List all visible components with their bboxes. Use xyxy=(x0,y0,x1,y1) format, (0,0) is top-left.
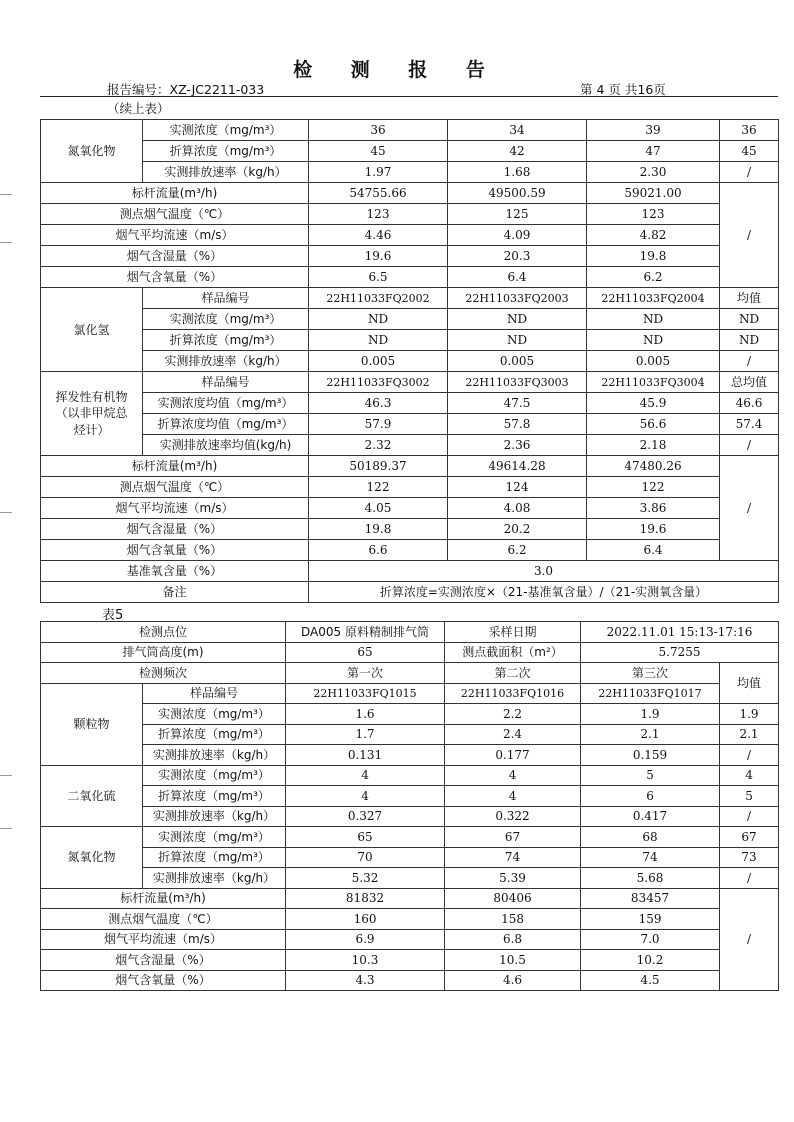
freq-1: 第一次 xyxy=(286,663,445,684)
table-row xyxy=(41,519,779,540)
row-label: 实测排放速率（kg/h） xyxy=(143,806,286,827)
sample-id: 22H11033FQ1016 xyxy=(445,683,581,704)
point-label: 检测点位 xyxy=(41,622,286,643)
height-label: 排气筒高度(m) xyxy=(41,642,286,663)
table-row xyxy=(41,351,779,372)
value-cell: 0.327 xyxy=(286,806,445,827)
table-row xyxy=(41,435,779,456)
value-cell: 74 xyxy=(581,847,720,868)
row-label: 样品编号 xyxy=(143,288,309,309)
table-row xyxy=(41,246,779,267)
avg-cell: / xyxy=(720,456,779,561)
value-cell: 2.30 xyxy=(587,162,720,183)
value-cell: 47 xyxy=(587,141,720,162)
value-cell: 0.159 xyxy=(581,745,720,766)
sample-id: 22H11033FQ2003 xyxy=(448,288,587,309)
group-label-so2: 二氧化硫 xyxy=(41,765,143,827)
avg-header: 均值 xyxy=(720,288,779,309)
row-label: 实测浓度均值（mg/m³） xyxy=(143,393,309,414)
value-cell: 1.9 xyxy=(581,704,720,725)
value-cell: 4.09 xyxy=(448,225,587,246)
row-label: 折算浓度（mg/m³） xyxy=(143,786,286,807)
row-label: 实测排放速率（kg/h） xyxy=(143,162,309,183)
value-cell: 3.86 xyxy=(587,498,720,519)
value-cell: 2.2 xyxy=(445,704,581,725)
value-cell: 4.5 xyxy=(581,970,720,991)
value-cell: 19.8 xyxy=(587,246,720,267)
value-cell: 59021.00 xyxy=(587,183,720,204)
table-row xyxy=(41,141,779,162)
table-row xyxy=(41,204,779,225)
row-label: 烟气平均流速（m/s） xyxy=(41,498,309,519)
value-cell: 46.3 xyxy=(309,393,448,414)
value-cell: 45 xyxy=(309,141,448,162)
table5-label: 表5 xyxy=(102,608,124,623)
value-cell: 6 xyxy=(581,786,720,807)
margin-mark xyxy=(0,242,12,243)
value-cell: 158 xyxy=(445,909,581,930)
value-cell: 1.97 xyxy=(309,162,448,183)
table-row xyxy=(41,970,779,991)
table-row xyxy=(41,888,779,909)
row-label: 测点烟气温度（℃） xyxy=(41,477,309,498)
row-label: 标杆流量(m³/h) xyxy=(41,183,309,204)
margin-mark xyxy=(0,775,12,776)
value-cell: 57.9 xyxy=(309,414,448,435)
row-label: 基准氧含量（%） xyxy=(41,561,309,582)
value-cell: 0.131 xyxy=(286,745,445,766)
value-cell: 4.82 xyxy=(587,225,720,246)
table-row xyxy=(41,414,779,435)
table-row xyxy=(41,498,779,519)
value-cell: ND xyxy=(448,330,587,351)
value-cell: 74 xyxy=(445,847,581,868)
value-cell: 65 xyxy=(286,827,445,848)
avg-header: 总均值 xyxy=(720,372,779,393)
table-row xyxy=(41,309,779,330)
group-label-nox: 氮氧化物 xyxy=(41,120,143,183)
value-cell: 67 xyxy=(445,827,581,848)
value-cell: 47.5 xyxy=(448,393,587,414)
avg-cell: / xyxy=(720,435,779,456)
value-cell: 6.9 xyxy=(286,929,445,950)
row-label: 标杆流量(m³/h) xyxy=(41,888,286,909)
value-cell: 39 xyxy=(587,120,720,141)
avg-cell: / xyxy=(720,351,779,372)
table-row xyxy=(41,724,779,745)
freq-2: 第二次 xyxy=(445,663,581,684)
value-cell: 19.6 xyxy=(309,246,448,267)
value-cell: 4 xyxy=(445,765,581,786)
margin-mark xyxy=(0,512,12,513)
value-cell: 45.9 xyxy=(587,393,720,414)
value-cell: 57.8 xyxy=(448,414,587,435)
value-cell: 4.46 xyxy=(309,225,448,246)
avg-cell: 36 xyxy=(720,120,779,141)
value-cell: 2.32 xyxy=(309,435,448,456)
table-row xyxy=(41,288,779,309)
freq-3: 第三次 xyxy=(581,663,720,684)
value-cell: 1.6 xyxy=(286,704,445,725)
avg-cell: ND xyxy=(720,330,779,351)
value-cell: 122 xyxy=(309,477,448,498)
sample-id: 22H11033FQ1017 xyxy=(581,683,720,704)
row-label: 实测排放速率（kg/h） xyxy=(143,351,309,372)
value-cell: 2.18 xyxy=(587,435,720,456)
value-cell: 6.2 xyxy=(587,267,720,288)
remark-value: 折算浓度=实测浓度×（21-基准氧含量）/（21-实测氧含量） xyxy=(309,582,779,603)
value-cell: 10.2 xyxy=(581,950,720,971)
value-cell: 159 xyxy=(581,909,720,930)
value-cell: 50189.37 xyxy=(309,456,448,477)
row-label: 烟气含湿量（%） xyxy=(41,950,286,971)
avg-cell: ND xyxy=(720,309,779,330)
avg-cell: / xyxy=(720,183,779,288)
avg-cell: / xyxy=(720,162,779,183)
value-cell: 160 xyxy=(286,909,445,930)
avg-cell: / xyxy=(720,888,779,991)
value-cell: 0.322 xyxy=(445,806,581,827)
row-label: 烟气含氧量（%） xyxy=(41,540,309,561)
sample-id: 22H11033FQ3003 xyxy=(448,372,587,393)
table-row xyxy=(41,120,779,141)
table-row xyxy=(41,683,779,704)
margin-mark xyxy=(0,194,12,195)
row-label: 实测浓度（mg/m³） xyxy=(143,827,286,848)
margin-mark xyxy=(0,828,12,829)
avg-cell: 45 xyxy=(720,141,779,162)
value-cell: 6.8 xyxy=(445,929,581,950)
avg-cell: 67 xyxy=(720,827,779,848)
row-label: 烟气平均流速（m/s） xyxy=(41,225,309,246)
row-label: 样品编号 xyxy=(143,683,286,704)
row-label: 样品编号 xyxy=(143,372,309,393)
group-label-nox: 氮氧化物 xyxy=(41,827,143,889)
value-cell: ND xyxy=(587,309,720,330)
value-cell: 4.05 xyxy=(309,498,448,519)
table-row xyxy=(41,372,779,393)
row-label: 实测浓度（mg/m³） xyxy=(143,120,309,141)
value-cell: 5.39 xyxy=(445,868,581,889)
value-cell: 5.68 xyxy=(581,868,720,889)
value-cell: 0.005 xyxy=(309,351,448,372)
base-oxygen-value: 3.0 xyxy=(309,561,779,582)
row-label: 实测排放速率均值(kg/h) xyxy=(143,435,309,456)
table-row xyxy=(41,456,779,477)
sample-id: 22H11033FQ2004 xyxy=(587,288,720,309)
table-row xyxy=(41,950,779,971)
value-cell: 54755.66 xyxy=(309,183,448,204)
table-row xyxy=(41,267,779,288)
value-cell: 19.8 xyxy=(309,519,448,540)
area-value: 5.7255 xyxy=(581,642,779,663)
value-cell: 6.4 xyxy=(448,267,587,288)
report-title: 检 测 报 告 xyxy=(293,59,501,81)
table-row xyxy=(41,183,779,204)
avg-header: 均值 xyxy=(720,663,779,704)
value-cell: 0.005 xyxy=(448,351,587,372)
value-cell: 19.6 xyxy=(587,519,720,540)
row-label: 烟气平均流速（m/s） xyxy=(41,929,286,950)
value-cell: 6.4 xyxy=(587,540,720,561)
avg-cell: / xyxy=(720,806,779,827)
table-row xyxy=(41,663,779,684)
row-label: 标杆流量(m³/h) xyxy=(41,456,309,477)
group-label-hcl: 氯化氢 xyxy=(41,288,143,372)
value-cell: 0.177 xyxy=(445,745,581,766)
avg-cell: 4 xyxy=(720,765,779,786)
continued-note: （续上表） xyxy=(107,101,170,116)
value-cell: 49500.59 xyxy=(448,183,587,204)
value-cell: 6.6 xyxy=(309,540,448,561)
row-label: 折算浓度（mg/m³） xyxy=(143,141,309,162)
sample-id: 22H11033FQ2002 xyxy=(309,288,448,309)
value-cell: 80406 xyxy=(445,888,581,909)
sample-id: 22H11033FQ3004 xyxy=(587,372,720,393)
value-cell: 81832 xyxy=(286,888,445,909)
value-cell: 10.3 xyxy=(286,950,445,971)
value-cell: 122 xyxy=(587,477,720,498)
row-label: 折算浓度均值（mg/m³） xyxy=(143,414,309,435)
row-label: 烟气含湿量（%） xyxy=(41,519,309,540)
value-cell: 7.0 xyxy=(581,929,720,950)
avg-cell: 46.6 xyxy=(720,393,779,414)
row-label: 实测排放速率（kg/h） xyxy=(143,868,286,889)
avg-cell: / xyxy=(720,745,779,766)
table-row xyxy=(41,540,779,561)
table-row xyxy=(41,330,779,351)
value-cell: 4 xyxy=(286,786,445,807)
row-label: 烟气含氧量（%） xyxy=(41,970,286,991)
avg-cell: 57.4 xyxy=(720,414,779,435)
date-label: 采样日期 xyxy=(445,622,581,643)
row-label: 烟气含氧量（%） xyxy=(41,267,309,288)
value-cell: 47480.26 xyxy=(587,456,720,477)
table-row xyxy=(41,704,779,725)
value-cell: 70 xyxy=(286,847,445,868)
value-cell: 124 xyxy=(448,477,587,498)
table-row xyxy=(41,929,779,950)
table-row xyxy=(41,765,779,786)
table-row xyxy=(41,477,779,498)
value-cell: ND xyxy=(309,309,448,330)
table-row xyxy=(41,847,779,868)
table-row xyxy=(41,561,779,582)
avg-cell: / xyxy=(720,868,779,889)
avg-cell: 73 xyxy=(720,847,779,868)
value-cell: 0.417 xyxy=(581,806,720,827)
report-number: 报告编号：XZ-JC2211-033 xyxy=(107,82,265,97)
value-cell: 6.5 xyxy=(309,267,448,288)
point-value: DA005 原料精制排气筒 xyxy=(286,622,445,643)
page-indicator: 第 4 页 共16页 xyxy=(580,82,666,97)
remark-label: 备注 xyxy=(41,582,309,603)
value-cell: 10.5 xyxy=(445,950,581,971)
voc-line-3: 烃计） xyxy=(73,422,110,437)
table-row xyxy=(41,806,779,827)
table-row xyxy=(41,622,779,643)
date-value: 2022.11.01 15:13-17:16 xyxy=(581,622,779,643)
value-cell: ND xyxy=(448,309,587,330)
voc-line-2: （以非甲烷总 xyxy=(55,406,128,421)
row-label: 实测浓度（mg/m³） xyxy=(143,309,309,330)
value-cell: 2.1 xyxy=(581,724,720,745)
value-cell: 49614.28 xyxy=(448,456,587,477)
value-cell: 4 xyxy=(286,765,445,786)
value-cell: 2.36 xyxy=(448,435,587,456)
header-rule xyxy=(40,96,778,97)
row-label: 折算浓度（mg/m³） xyxy=(143,330,309,351)
value-cell: 1.68 xyxy=(448,162,587,183)
row-label: 测点烟气温度（℃） xyxy=(41,204,309,225)
continued-table xyxy=(40,119,779,603)
height-value: 65 xyxy=(286,642,445,663)
table-row xyxy=(41,393,779,414)
row-label: 测点烟气温度（℃） xyxy=(41,909,286,930)
value-cell: 36 xyxy=(309,120,448,141)
row-label: 实测浓度（mg/m³） xyxy=(143,765,286,786)
voc-line-1: 挥发性有机物 xyxy=(55,390,128,405)
value-cell: 34 xyxy=(448,120,587,141)
area-label: 测点截面积（m²） xyxy=(445,642,581,663)
value-cell: 56.6 xyxy=(587,414,720,435)
value-cell: 4.08 xyxy=(448,498,587,519)
table-row xyxy=(41,827,779,848)
value-cell: 68 xyxy=(581,827,720,848)
value-cell: 4.6 xyxy=(445,970,581,991)
table-row xyxy=(41,225,779,246)
group-label-voc xyxy=(41,372,143,456)
table-row xyxy=(41,642,779,663)
freq-label: 检测频次 xyxy=(41,663,286,684)
value-cell: 20.2 xyxy=(448,519,587,540)
value-cell: 83457 xyxy=(581,888,720,909)
row-label: 折算浓度（mg/m³） xyxy=(143,847,286,868)
value-cell: 4 xyxy=(445,786,581,807)
value-cell: 125 xyxy=(448,204,587,225)
avg-cell: 2.1 xyxy=(720,724,779,745)
value-cell: ND xyxy=(587,330,720,351)
table-row xyxy=(41,909,779,930)
table-row xyxy=(41,162,779,183)
table-row xyxy=(41,868,779,889)
group-label-particulate: 颗粒物 xyxy=(41,683,143,765)
value-cell: 123 xyxy=(587,204,720,225)
value-cell: 123 xyxy=(309,204,448,225)
value-cell: 5 xyxy=(581,765,720,786)
avg-cell: 1.9 xyxy=(720,704,779,725)
table-row xyxy=(41,745,779,766)
row-label: 实测排放速率（kg/h） xyxy=(143,745,286,766)
row-label: 实测浓度（mg/m³） xyxy=(143,704,286,725)
sample-id: 22H11033FQ1015 xyxy=(286,683,445,704)
value-cell: 42 xyxy=(448,141,587,162)
value-cell: 1.7 xyxy=(286,724,445,745)
value-cell: 5.32 xyxy=(286,868,445,889)
table-row xyxy=(41,786,779,807)
value-cell: ND xyxy=(309,330,448,351)
row-label: 烟气含湿量（%） xyxy=(41,246,309,267)
row-label: 折算浓度（mg/m³） xyxy=(143,724,286,745)
value-cell: 0.005 xyxy=(587,351,720,372)
sample-id: 22H11033FQ3002 xyxy=(309,372,448,393)
value-cell: 6.2 xyxy=(448,540,587,561)
table-5 xyxy=(40,621,779,991)
value-cell: 20.3 xyxy=(448,246,587,267)
value-cell: 2.4 xyxy=(445,724,581,745)
value-cell: 4.3 xyxy=(286,970,445,991)
avg-cell: 5 xyxy=(720,786,779,807)
table-row xyxy=(41,582,779,603)
